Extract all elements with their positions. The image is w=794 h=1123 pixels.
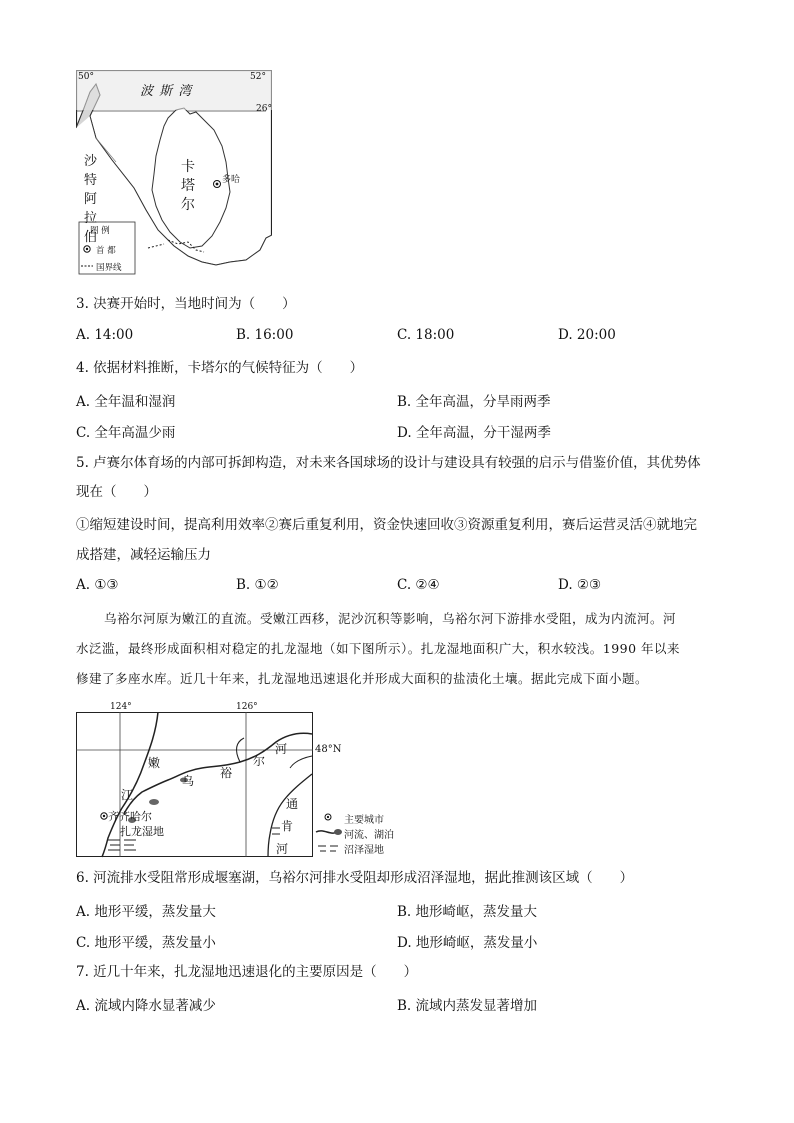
map2-label-he: 河 [275,742,288,756]
q6-option-b: B. 地形崎岖，蒸发量大 [397,904,538,920]
q6-option-d: D. 地形崎岖，蒸发量小 [397,935,538,951]
passage-line1: 乌裕尔河原为嫩江的直流。受嫩江西移，泥沙沉积等影响，乌裕尔河下游排水受阻，成为内流河。河 [104,611,677,626]
map2-legend-marsh: 沼泽湿地 [344,845,384,856]
q6-option-c: C. 地形平缓，蒸发量小 [76,935,216,951]
map2-label-er: 尔 [253,754,266,768]
q3-option-b: B. 16:00 [236,327,294,343]
q4-option-a: A. 全年温和湿润 [76,394,176,410]
map2-lat: 48°N [315,744,342,755]
map2-label-nen: 嫩 [148,756,161,770]
q6-option-a: A. 地形平缓，蒸发量大 [76,904,216,920]
q6-stem: 6. 河流排水受阻常形成堰塞湖，乌裕尔河排水受阻却形成沼泽湿地，据此推测该区域（ ） [76,870,634,886]
q3-stem: 3. 决赛开始时，当地时间为（ ） [76,296,296,312]
map2-label-yu: 裕 [220,766,233,780]
map1-capital-label: 多哈 [222,175,241,185]
q3-option-c: C. 18:00 [397,327,455,343]
q5-items-line2: 成搭建，减轻运输压力 [76,547,211,563]
map1-legend-capital: 首 都 [96,246,116,256]
map2-label-tong: 通 [286,797,299,811]
q7-option-b: B. 流域内蒸发显著增加 [397,998,538,1014]
map2-lon1: 124° [110,702,132,712]
q4-option-c: C. 全年高温少雨 [76,425,176,441]
q4-option-b: B. 全年高温，分旱雨两季 [397,394,551,410]
map1-sea-label: 波 斯 湾 [140,84,193,99]
q5-stem-line2: 现在（ ） [76,484,157,500]
map2-label-jiang: 江 [121,788,134,802]
map1-saudi-label: 沙 特 阿 拉 伯 [84,154,98,245]
map2-legend-city: 主要城市 [344,815,384,826]
map1-legend-border: 国界线 [96,263,122,273]
map2-label-wu: 乌 [182,774,195,788]
q5-items-line1: ①缩短建设时间，提高利用效率②赛后重复利用，资金快速回收③资源重复利用，赛后运营灵活④就地完 [76,517,697,533]
map2-label-he2: 河 [276,842,289,856]
q3-option-a: A. 14:00 [76,327,134,343]
q4-stem: 4. 依据材料推断，卡塔尔的气候特征为（ ） [76,360,364,376]
q5-option-c: C. ②④ [397,577,440,593]
map1-lon-left: 50° [78,72,94,82]
map1-legend-title: 图 例 [90,226,110,236]
q7-option-a: A. 流域内降水显著减少 [76,998,216,1014]
map2-legend-river: 河流、湖泊 [344,830,394,841]
map2-city-label: 齐齐哈尔 [108,810,152,823]
map2-label-ken: 肯 [281,819,294,833]
map1-qatar-label: 卡 塔 尔 [181,159,195,213]
map2-lon2: 126° [236,702,258,712]
q5-option-a: A. ①③ [76,577,119,593]
map2-wetland-label: 扎龙湿地 [120,825,164,838]
q5-option-d: D. ②③ [558,577,602,593]
q3-option-d: D. 20:00 [558,327,616,343]
q7-stem: 7. 近几十年来，扎龙湿地迅速退化的主要原因是（ ） [76,964,418,980]
q5-option-b: B. ①② [236,577,279,593]
passage-line2: 水泛滥，最终形成面积相对稳定的扎龙湿地（如下图所示）。扎龙湿地面积广大，积水较浅。1990 年以来 [76,641,681,656]
q4-option-d: D. 全年高温，分干湿两季 [397,425,551,441]
map1-lat: 26° [256,104,272,114]
passage-line3: 修建了多座水库。近几十年来，扎龙湿地迅速退化并形成大面积的盐渍化土壤。据此完成下面小题。 [76,671,649,686]
q5-stem-line1: 5. 卢赛尔体育场的内部可拆卸构造，对未来各国球场的设计与建设具有较强的启示与借鉴价值，其优势体 [76,455,701,471]
map1-lon-right: 52° [250,72,266,82]
